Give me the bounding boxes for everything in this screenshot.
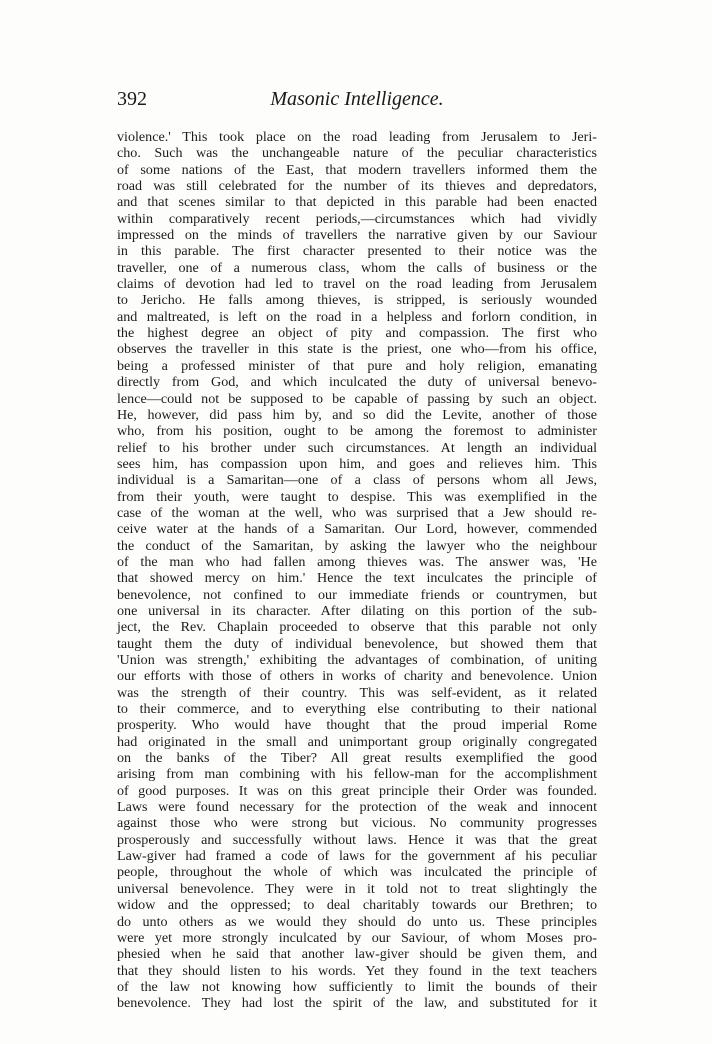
text-line: arising from man combining with his fellow-man for the accomplishment [117,766,597,783]
text-line: sees him, has compassion upon him, and goes and relieves him. This [117,455,597,472]
text-line: do unto others as we would they should do unto us. These principles [117,913,597,930]
running-head [117,88,597,118]
text-line: the highest degree an object of pity and compassion. The first who [117,325,597,342]
running-title: Masonic Intelligence. [270,88,444,110]
text-line: Law-giver had framed a code of laws for the government af his peculiar [117,848,597,865]
text-line: of good purposes. It was on this great principle their Order was founded. [117,782,597,799]
text-line: Laws were found necessary for the protection of the weak and innocent [117,799,597,816]
text-line: 'Union was strength,' exhibiting the advantages of combination, of uniting [117,652,597,668]
text-line: universal benevolence. They were in it told not to treat slightingly the [117,880,597,897]
text-line: violence.' This took place on the road leading from Jerusalem to Jeri- [117,129,597,145]
text-line: within comparatively recent periods,—circumstances which had vividly [117,210,597,227]
text-line: of the law not knowing how sufficiently to limit the bounds of their [117,978,597,995]
text-line: had originated in the small and unimportant group originally congregated [117,733,597,750]
text-line: ceive water at the hands of a Samaritan. Our Lord, however, commended [117,521,597,538]
text-line: case of the woman at the well, who was surprised that a Jew should re- [117,504,597,521]
text-line: cho. Such was the unchangeable nature of the peculiar characteristics [117,145,597,162]
text-line: who, from his position, ought to be among the foremost to administer [117,423,597,440]
text-line: that they should listen to his words. Yet they found in the text teachers [117,962,597,979]
body-text [117,129,597,1012]
text-line: and maltreated, is left on the road in a helpless and forlorn condition, in [117,308,597,325]
text-line: claims of devotion had led to travel on the road leading from Jerusalem [117,276,597,293]
text-line: on the banks of the Tiber? All great results exemplified the good [117,750,597,767]
text-line: individual is a Samaritan—one of a class of persons whom all Jews, [117,472,597,489]
text-line: prosperously and successfully without laws. Hence it was that the great [117,831,597,848]
text-line: being a professed minister of that pure and holy religion, emanating [117,357,597,374]
text-line: were yet more strongly inculcated by our Saviour, of whom Moses pro- [117,929,597,946]
text-line: of the man who had fallen among thieves was. The answer was, 'He [117,553,597,570]
text-line: phesied when he said that another law-giver should be given them, and [117,946,597,963]
text-line: benevolence. They had lost the spirit of the law, and substituted for it [117,995,597,1012]
text-line: of some nations of the East, that modern travellers informed them the [117,161,597,178]
text-line: and that scenes similar to that depicted in this parable had been enacted [117,194,597,211]
text-line: that showed mercy on him.' Hence the text inculcates the principle of [117,570,597,587]
text-line: the conduct of the Samaritan, by asking the lawyer who the neighbour [117,537,597,554]
text-line: against those who were strong but vicious. No community progresses [117,815,597,832]
text-line: to Jericho. He falls among thieves, is stripped, is seriously wounded [117,292,597,309]
text-line: prosperity. Who would have thought that the proud imperial Rome [117,717,597,734]
text-line: lence—could not be supposed to be capable of passing by such an object. [117,390,597,407]
text-line: our efforts with those of others in works of charity and benevolence. Union [117,668,597,685]
text-line: traveller, one of a numerous class, whom the calls of business or the [117,259,597,276]
text-line: taught them the duty of individual benevolence, but showed them that [117,635,597,652]
text-line: widow and the oppressed; to deal charitably towards our Brethren; to [117,897,597,914]
text-line: relief to his brother under such circumstances. At length an individual [117,439,597,456]
text-line: from their youth, were taught to despise. This was exemplified in the [117,488,597,505]
text-line: observes the traveller in this state is the priest, one who—from his office, [117,341,597,358]
text-line: He, however, did pass him by, and so did the Levite, another of those [117,406,597,423]
text-line: impressed on the minds of travellers the narrative given by our Saviour [117,227,597,244]
text-line: one universal in its character. After dilating on this portion of the sub- [117,602,597,619]
text-line: directly from God, and which inculcated the duty of universal benevo- [117,374,597,391]
text-line: in this parable. The first character presented to their notice was the [117,243,597,260]
text-line: was the strength of their country. This was self-evident, as it related [117,684,597,701]
text-line: benevolence, not confined to our immediate friends or countrymen, but [117,586,597,603]
text-line: to their commerce, and to everything else contributing to their national [117,701,597,718]
text-line: people, throughout the whole of which was inculcated the principle of [117,864,597,881]
page-number: 392 [117,88,147,110]
text-line: ject, the Rev. Chaplain proceeded to observe that this parable not only [117,619,597,636]
text-line: road was still celebrated for the number of its thieves and depredators, [117,178,597,195]
